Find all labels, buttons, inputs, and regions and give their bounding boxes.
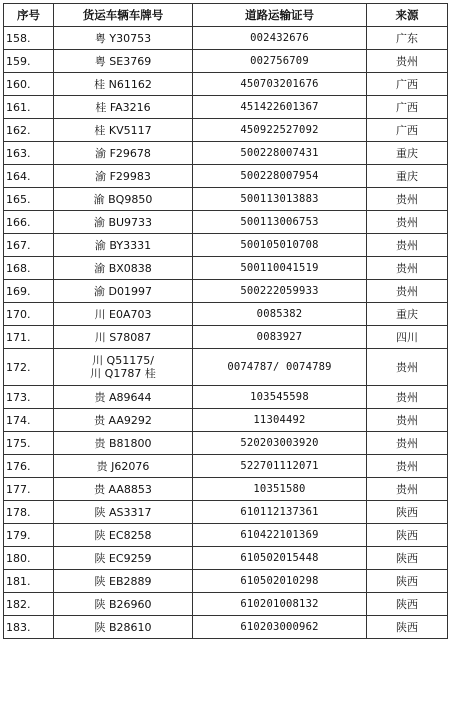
header-seq: 序号 [4, 4, 54, 27]
row-plate: 渝 F29678 [54, 142, 193, 165]
row-seq: 161. [4, 96, 54, 119]
row-permit: 500113013883 [193, 188, 367, 211]
row-plate: 粤 SE3769 [54, 50, 193, 73]
row-source: 广西 [367, 119, 448, 142]
table-row [4, 455, 448, 478]
row-source: 贵州 [367, 234, 448, 257]
row-permit: 10351580 [193, 478, 367, 501]
row-plate: 陕 EC8258 [54, 524, 193, 547]
row-plate: 贵 J62076 [54, 455, 193, 478]
table-row [4, 501, 448, 524]
row-plate: 桂 N61162 [54, 73, 193, 96]
row-source: 陕西 [367, 593, 448, 616]
row-source: 贵州 [367, 211, 448, 234]
table-row [4, 27, 448, 50]
row-permit: 500222059933 [193, 280, 367, 303]
table-row [4, 593, 448, 616]
table-row [4, 165, 448, 188]
row-plate: 陕 AS3317 [54, 501, 193, 524]
row-source: 贵州 [367, 188, 448, 211]
row-permit: 500228007954 [193, 165, 367, 188]
row-plate: 贵 AA8853 [54, 478, 193, 501]
table-row [4, 478, 448, 501]
table-row [4, 280, 448, 303]
row-source: 贵州 [367, 455, 448, 478]
row-seq: 172. [4, 349, 54, 386]
row-plate: 陕 EC9259 [54, 547, 193, 570]
row-seq: 158. [4, 27, 54, 50]
row-source: 广西 [367, 96, 448, 119]
row-seq: 162. [4, 119, 54, 142]
row-permit: 11304492 [193, 409, 367, 432]
row-seq: 160. [4, 73, 54, 96]
row-permit: 522701112071 [193, 455, 367, 478]
row-source: 陕西 [367, 547, 448, 570]
row-seq: 176. [4, 455, 54, 478]
row-source: 广东 [367, 27, 448, 50]
row-plate: 贵 B81800 [54, 432, 193, 455]
row-plate: 川 E0A703 [54, 303, 193, 326]
row-seq: 173. [4, 386, 54, 409]
table-row [4, 73, 448, 96]
row-plate [54, 349, 193, 386]
row-plate: 陕 B28610 [54, 616, 193, 639]
table-row [4, 119, 448, 142]
row-seq: 181. [4, 570, 54, 593]
row-seq: 165. [4, 188, 54, 211]
row-permit: 002432676 [193, 27, 367, 50]
row-permit: 450703201676 [193, 73, 367, 96]
row-seq: 179. [4, 524, 54, 547]
row-permit: 520203003920 [193, 432, 367, 455]
row-plate: 渝 BY3331 [54, 234, 193, 257]
row-permit: 002756709 [193, 50, 367, 73]
row-permit: 610203000962 [193, 616, 367, 639]
row-seq: 168. [4, 257, 54, 280]
row-permit: 500110041519 [193, 257, 367, 280]
table-row [4, 386, 448, 409]
row-source: 重庆 [367, 142, 448, 165]
row-permit: 610201008132 [193, 593, 367, 616]
row-permit: 0074787/ 0074789 [193, 349, 367, 386]
row-plate: 渝 BQ9850 [54, 188, 193, 211]
row-seq: 175. [4, 432, 54, 455]
row-source: 广西 [367, 73, 448, 96]
header-permit: 道路运输证号 [193, 4, 367, 27]
row-permit: 610112137361 [193, 501, 367, 524]
table-body [4, 27, 448, 639]
row-seq: 170. [4, 303, 54, 326]
document-page [3, 3, 447, 639]
row-plate: 川 S78087 [54, 326, 193, 349]
row-plate: 陕 EB2889 [54, 570, 193, 593]
table-row [4, 211, 448, 234]
row-plate: 陕 B26960 [54, 593, 193, 616]
row-source: 重庆 [367, 165, 448, 188]
row-source: 贵州 [367, 386, 448, 409]
row-source: 重庆 [367, 303, 448, 326]
row-plate: 贵 A89644 [54, 386, 193, 409]
row-plate: 桂 FA3216 [54, 96, 193, 119]
table-row [4, 349, 448, 386]
header-plate: 货运车辆车牌号 [54, 4, 193, 27]
table-row [4, 524, 448, 547]
row-source: 贵州 [367, 257, 448, 280]
row-seq: 166. [4, 211, 54, 234]
row-seq: 178. [4, 501, 54, 524]
table-row [4, 303, 448, 326]
row-plate: 渝 F29983 [54, 165, 193, 188]
row-plate-line2: 川 Q1787 桂 [90, 367, 156, 380]
header-source: 来源 [367, 4, 448, 27]
row-permit: 610502015448 [193, 547, 367, 570]
row-seq: 159. [4, 50, 54, 73]
vehicle-table [3, 3, 448, 639]
row-source: 贵州 [367, 409, 448, 432]
table-row [4, 50, 448, 73]
row-seq: 171. [4, 326, 54, 349]
row-permit: 500113006753 [193, 211, 367, 234]
row-permit: 451422601367 [193, 96, 367, 119]
row-plate: 渝 D01997 [54, 280, 193, 303]
table-row [4, 432, 448, 455]
table-row [4, 142, 448, 165]
table-row [4, 96, 448, 119]
row-seq: 177. [4, 478, 54, 501]
row-permit: 0085382 [193, 303, 367, 326]
row-seq: 174. [4, 409, 54, 432]
row-seq: 182. [4, 593, 54, 616]
table-row [4, 547, 448, 570]
row-source: 陕西 [367, 570, 448, 593]
row-permit: 610422101369 [193, 524, 367, 547]
row-source: 四川 [367, 326, 448, 349]
row-seq: 164. [4, 165, 54, 188]
table-row [4, 326, 448, 349]
row-seq: 183. [4, 616, 54, 639]
table-row [4, 616, 448, 639]
row-seq: 163. [4, 142, 54, 165]
row-plate: 渝 BX0838 [54, 257, 193, 280]
row-permit: 450922527092 [193, 119, 367, 142]
row-plate: 粤 Y30753 [54, 27, 193, 50]
row-plate-line1: 川 Q51175/ [92, 354, 154, 367]
row-seq: 167. [4, 234, 54, 257]
row-permit: 610502010298 [193, 570, 367, 593]
row-source: 陕西 [367, 616, 448, 639]
table-row [4, 188, 448, 211]
row-seq: 180. [4, 547, 54, 570]
row-plate: 渝 BU9733 [54, 211, 193, 234]
row-source: 贵州 [367, 280, 448, 303]
table-row [4, 409, 448, 432]
row-permit: 500228007431 [193, 142, 367, 165]
row-seq: 169. [4, 280, 54, 303]
row-permit: 500105010708 [193, 234, 367, 257]
row-source: 贵州 [367, 478, 448, 501]
row-source: 贵州 [367, 50, 448, 73]
table-row [4, 234, 448, 257]
header-row [4, 4, 448, 27]
row-plate: 桂 KV5117 [54, 119, 193, 142]
row-source: 贵州 [367, 432, 448, 455]
row-permit: 0083927 [193, 326, 367, 349]
row-permit: 103545598 [193, 386, 367, 409]
row-source: 陕西 [367, 501, 448, 524]
row-plate: 贵 AA9292 [54, 409, 193, 432]
table-row [4, 570, 448, 593]
table-row [4, 257, 448, 280]
row-source: 贵州 [367, 349, 448, 386]
row-source: 陕西 [367, 524, 448, 547]
